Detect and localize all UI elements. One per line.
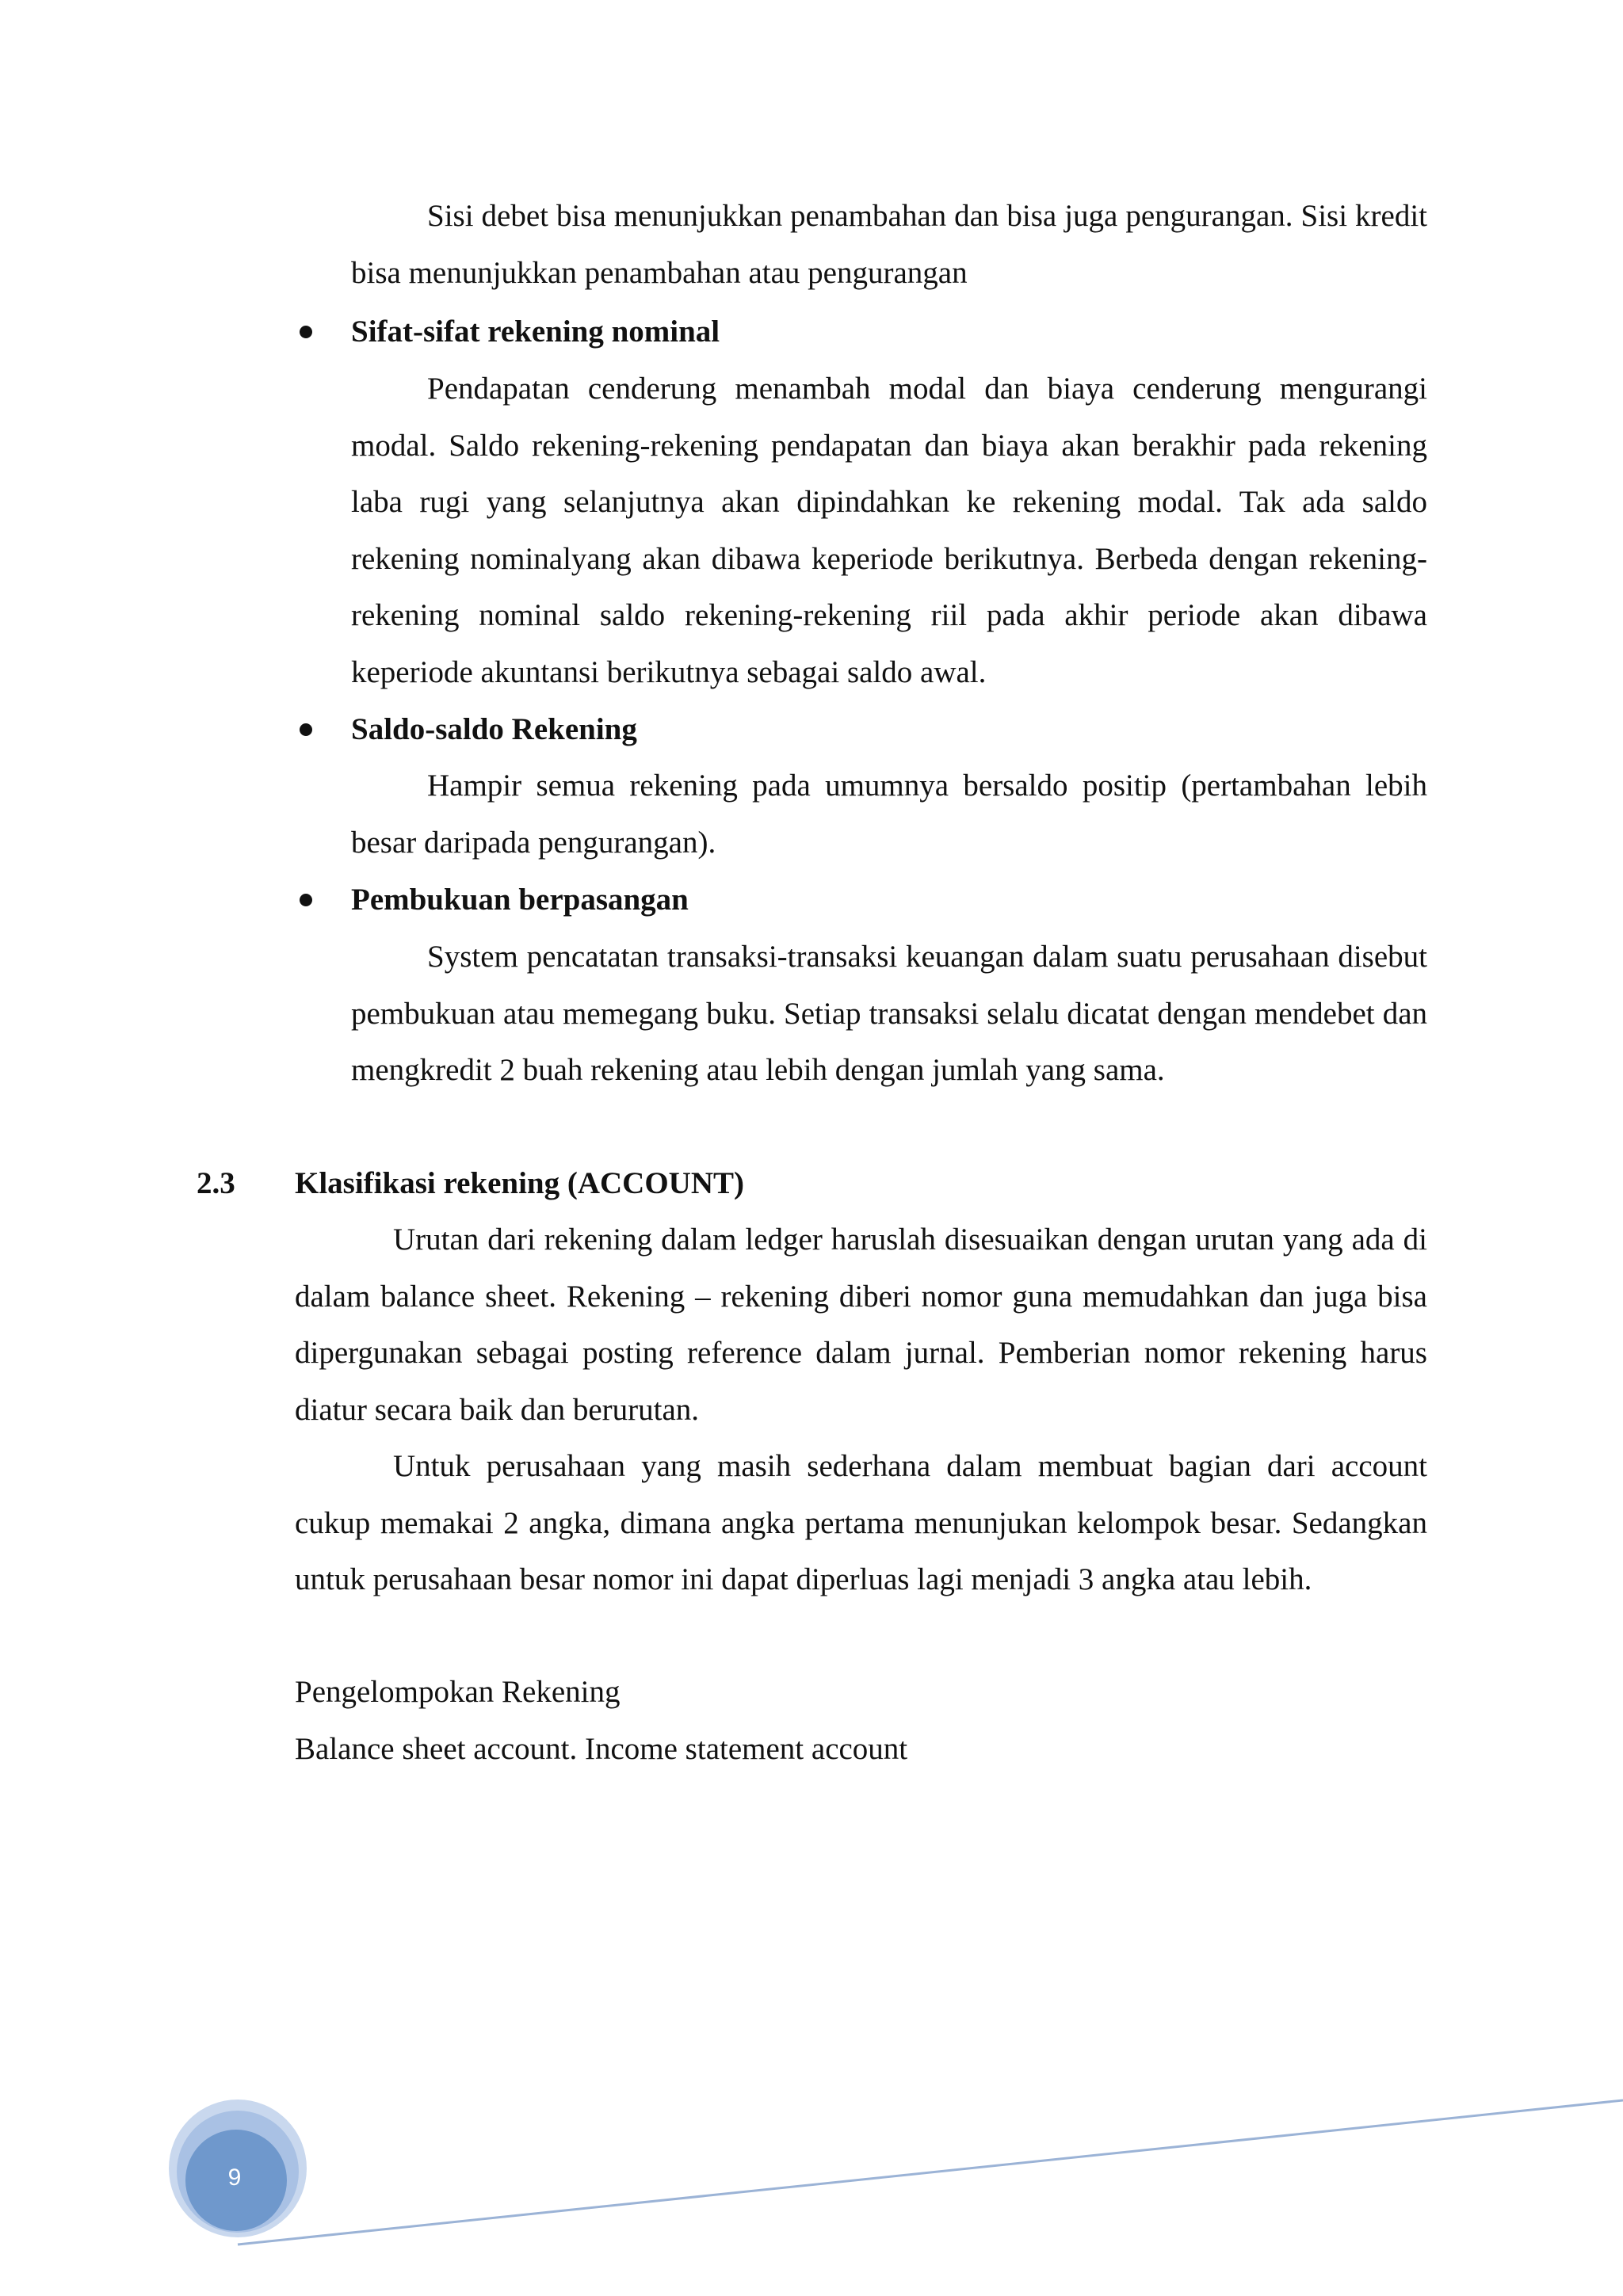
bullet-body-saldo-rekening: Hampir semua rekening pada umumnya bersaldo positip (pertambahan lebih besar daripada pengurangan). bbox=[351, 769, 1427, 860]
bullet-body-sifat-nominal: Pendapatan cenderung menambah modal dan biaya cenderung mengurangi modal. Saldo rekening-rekening pendapatan dan biaya akan berakhir pada rekening laba rugi yang selanjutnya akan dipindahkan ke rekening modal. Tak ada saldo rekening nominalyang akan dibawa keperiode berikutnya. Berbeda dengan rekening-rekening nominal saldo rekening-rekening riil pada akhir periode akan dibawa keperiode akuntansi berikutnya sebagai saldo awal. bbox=[351, 372, 1427, 689]
section-paragraph-1: Urutan dari rekening dalam ledger haruslah disesuaikan dengan urutan yang ada di dalam balance sheet. Rekening – rekening diberi nomor guna memudahkan dan juga bisa dipergunakan sebagai posting reference dalam jurnal. Pemberian nomor rekening harus diatur secara baik dan berurutan. bbox=[295, 1222, 1427, 1427]
footer-rule bbox=[238, 2100, 1623, 2245]
bullet-title-sifat-nominal: Sifat-sifat rekening nominal bbox=[351, 315, 720, 349]
bullet-body-pembukuan: System pencatatan transaksi-transaksi keuangan dalam suatu perusahaan disebut pembukuan atau memegang buku. Setiap transaksi selalu dicatat dengan mendebet dan mengkredit 2 buah rekening atau lebih dengan jumlah yang sama. bbox=[351, 940, 1427, 1088]
account-types-line: Balance sheet account. Income statement account bbox=[295, 1732, 908, 1766]
bullet-title-saldo-rekening: Saldo-saldo Rekening bbox=[351, 712, 637, 746]
bullet-title-pembukuan: Pembukuan berpasangan bbox=[351, 883, 689, 917]
section-number: 2.3 bbox=[197, 1166, 235, 1200]
intro-paragraph: Sisi debet bisa menunjukkan penambahan dan bisa juga pengurangan. Sisi kredit bisa menunjukkan penambahan atau pengurangan bbox=[351, 199, 1427, 290]
pengelompokan-label: Pengelompokan Rekening bbox=[295, 1675, 621, 1709]
section-title: Klasifikasi rekening (ACCOUNT) bbox=[295, 1166, 744, 1200]
section-paragraph-2: Untuk perusahaan yang masih sederhana dalam membuat bagian dari account cukup memakai 2 angka, dimana angka pertama menunjukan kelompok besar. Sedangkan untuk perusahaan besar nomor ini dapat diperluas lagi menjadi 3 angka atau lebih. bbox=[295, 1449, 1427, 1597]
page-number: 9 bbox=[227, 2164, 242, 2191]
